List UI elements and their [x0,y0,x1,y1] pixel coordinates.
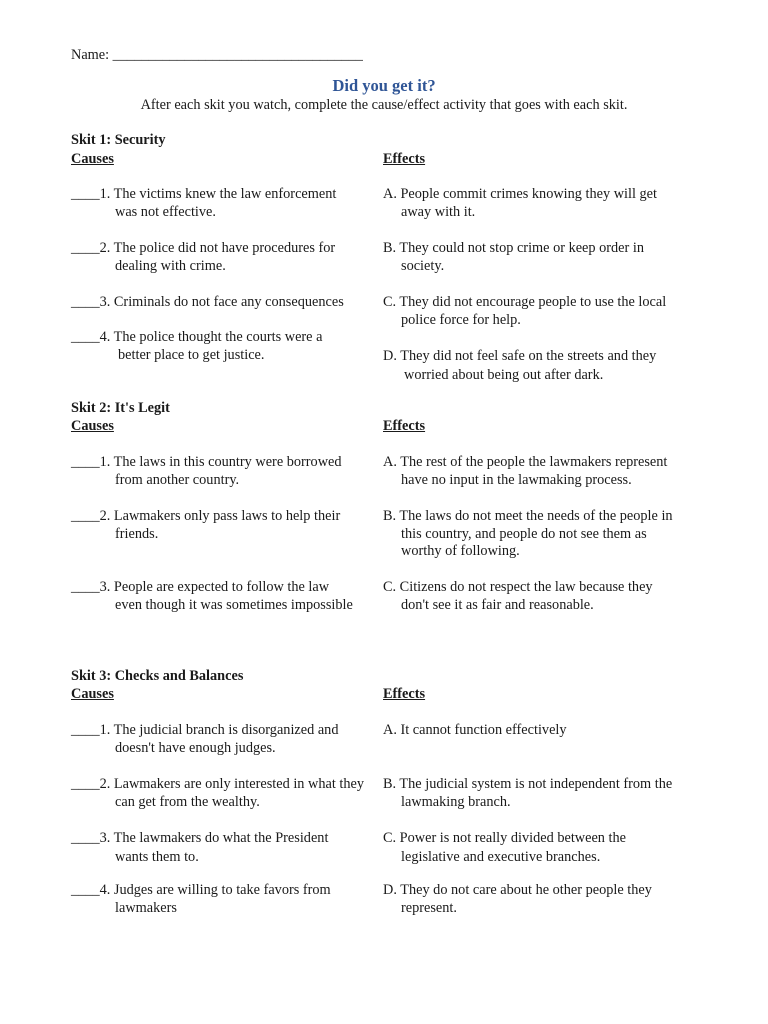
skit-2-title: Skit 2: It's Legit [71,400,170,416]
skit-1-cause-1[interactable] [71,186,336,221]
skit-3-cause-2[interactable] [71,776,364,811]
effect-text: B. The judicial system is not independent from the [383,776,673,792]
skit-1-effect-b [383,240,644,275]
cause-text: ____2. The police did not have procedures for [71,240,336,256]
skit-2-cause-1[interactable] [71,454,342,489]
skit-3-effect-a [383,722,567,740]
effect-text-cont: away with it. [401,203,476,220]
skit-3-effects-header: Effects [383,686,426,702]
cause-text-cont: friends. [115,525,159,542]
cause-text-cont: was not effective. [115,203,216,220]
effect-text-cont: legislative and executive branches. [401,848,601,865]
skit-3-cause-1[interactable] [71,722,338,757]
skit-2-effect-c [383,579,653,614]
cause-text: ____3. People are expected to follow the law [71,579,330,595]
cause-text-cont: lawmakers [115,899,177,916]
cause-text-cont: dealing with crime. [115,257,226,274]
cause-text: ____2. Lawmakers are only interested in what they [71,776,364,792]
cause-text-cont: doesn't have enough judges. [115,739,276,756]
cause-text-cont: wants them to. [115,848,199,865]
cause-text: ____4. The police thought the courts were a [71,329,323,345]
skit-3-effect-b [383,776,672,811]
cause-text: ____4. Judges are willing to take favors from [71,882,331,898]
effect-text: C. Power is not really divided between the [383,830,626,846]
skit-1-cause-4[interactable] [71,329,322,364]
cause-text: ____1. The judicial branch is disorganized and [71,722,339,738]
effect-text: B. The laws do not meet the needs of the people in [383,508,673,524]
cause-text: ____2. Lawmakers only pass laws to help their [71,508,341,524]
skit-1-effects-header: Effects [383,151,426,167]
skit-2-cause-2[interactable] [71,508,340,543]
cause-text: ____1. The victims knew the law enforcement [71,186,337,202]
skit-1-cause-3[interactable] [71,294,344,312]
effect-text-cont: worthy of following. [401,543,520,559]
skit-1-effect-d [383,347,656,385]
skit-1-causes-header: Causes [71,151,114,167]
skit-2-effect-a [383,454,667,489]
effect-text-cont: this country, and people do not see them as [401,525,647,542]
cause-text-cont: better place to get justice. [118,346,265,363]
cause-text-cont: can get from the wealthy. [115,793,260,810]
skit-3-effect-c [383,829,626,866]
effect-text: A. It cannot function effectively [383,722,567,738]
skit-3-causes-header: Causes [71,686,114,702]
cause-text-cont: from another country. [115,471,240,488]
effect-text-cont: represent. [401,899,457,916]
effect-text: C. Citizens do not respect the law because they [383,579,653,595]
effect-text: A. People commit crimes knowing they will get [383,186,657,202]
skit-3-cause-3[interactable] [71,829,328,866]
effect-text: B. They could not stop crime or keep order in [383,240,644,256]
cause-text-cont: even though it was sometimes impossible [115,596,353,613]
cause-text: ____3. Criminals do not face any consequences [71,294,344,310]
skit-2-cause-3[interactable] [71,579,353,614]
effect-text-cont: society. [401,257,445,274]
skit-1-effect-a [383,186,657,221]
skit-1-cause-2[interactable] [71,240,335,275]
name-field-line[interactable]: Name: ___________________________________ [71,47,363,63]
effect-text-cont: lawmaking branch. [401,793,511,810]
effect-text-cont: don't see it as fair and reasonable. [401,596,594,613]
cause-text: ____1. The laws in this country were borrowed [71,454,342,470]
skit-1-title: Skit 1: Security [71,132,166,148]
effect-text: A. The rest of the people the lawmakers represent [383,454,668,470]
effect-text-cont: worried about being out after dark. [404,367,604,383]
cause-text: ____3. The lawmakers do what the President [71,830,329,846]
skit-3-cause-4[interactable] [71,882,331,917]
skit-2-effects-header: Effects [383,418,426,434]
skit-1-effect-c [383,294,666,329]
page-title: Did you get it? [332,76,436,95]
skit-3-title: Skit 3: Checks and Balances [71,668,244,684]
effect-text: D. They do not care about he other people they [383,882,652,898]
effect-text-cont: police force for help. [401,311,521,328]
instructions-text: After each skit you watch, complete the cause/effect activity that goes with each skit. [140,97,628,113]
skit-2-causes-header: Causes [71,418,114,434]
effect-text-cont: have no input in the lawmaking process. [401,471,632,488]
effect-text: C. They did not encourage people to use the local [383,294,667,310]
skit-3-effect-d [383,882,652,917]
effect-text: D. They did not feel safe on the streets and they [383,348,657,364]
skit-2-effect-b [383,508,673,561]
